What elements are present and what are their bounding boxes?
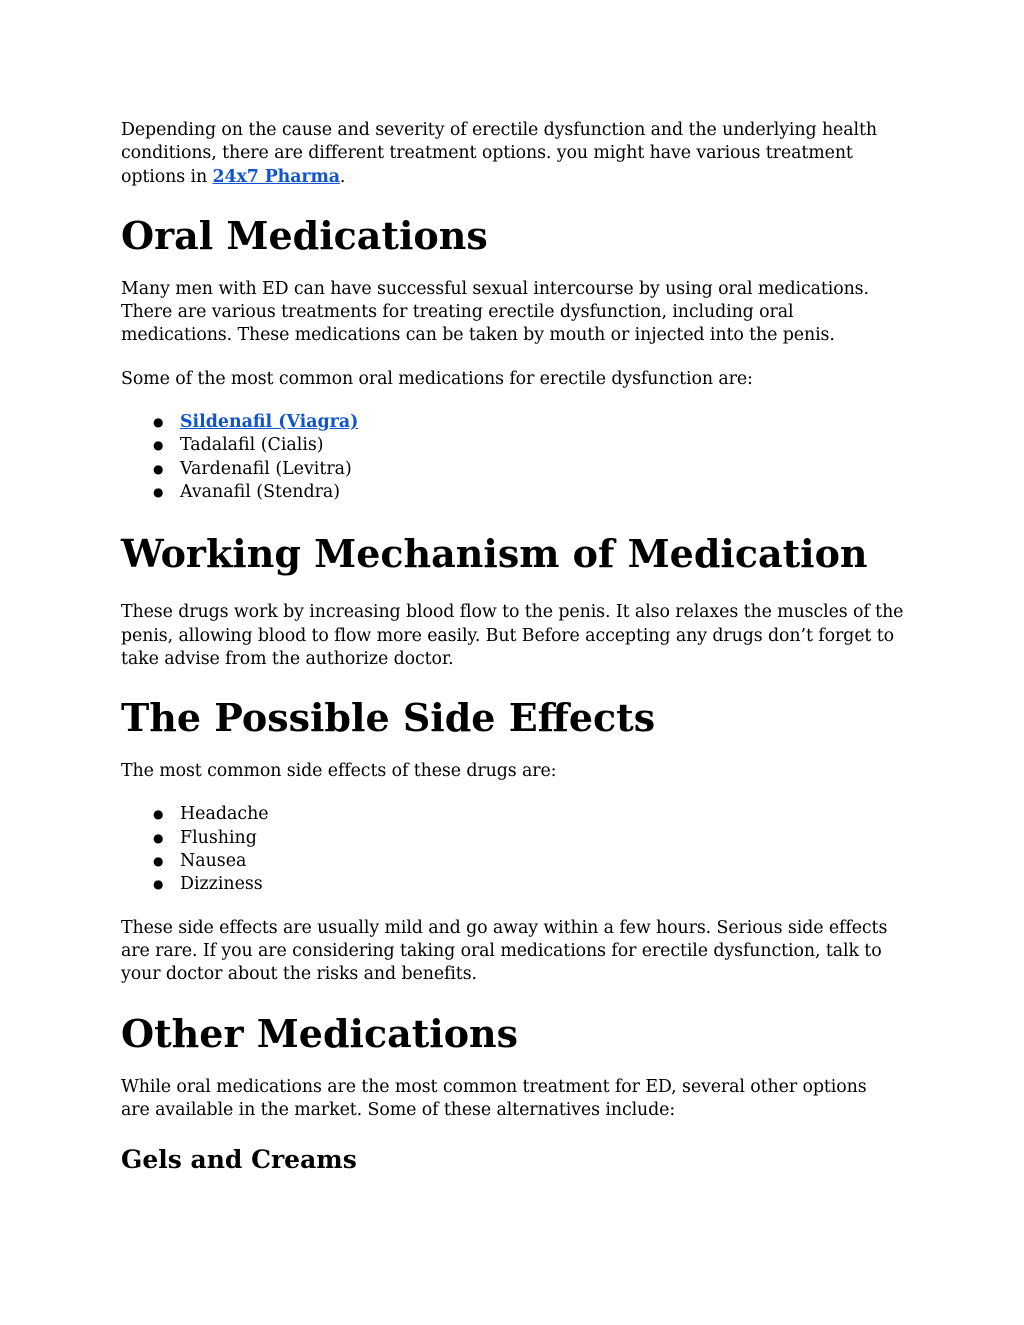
side-effects-list — [121, 803, 921, 896]
oral-paragraph-2: Some of the most common oral medications for erectile dysfunction are: — [121, 368, 753, 389]
heading-oral-medications: Oral Medications — [121, 212, 488, 258]
bullet-icon: ● — [153, 807, 164, 822]
list-item — [121, 411, 921, 434]
list-item-text: Flushing — [180, 827, 257, 848]
side-effects-paragraph-2: These side effects are usually mild and go away within a few hours. Serious side effects are rare. If you are considering taking oral medications for erectile dysfunction, talk to your doctor about the risks and benefits. — [121, 917, 888, 985]
bullet-icon: ● — [153, 484, 164, 499]
list-item-text: Nausea — [180, 851, 247, 872]
oral-paragraph-1: Many men with ED can have successful sexual intercourse by using oral medications. There are various treatments for treating erectile dysfunction, including oral medications. These medications can be taken by mouth or injected into the penis. — [121, 278, 869, 346]
list-item-text: Tadalafil (Cialis) — [180, 435, 324, 456]
list-item-text: Headache — [180, 804, 269, 825]
subheading-gels-and-creams: Gels and Creams — [121, 1145, 357, 1175]
intro-text-end: . — [339, 166, 346, 187]
heading-working-mechanism: Working Mechanism of Medication — [121, 531, 868, 577]
heading-other-medications: Other Medications — [121, 1010, 519, 1056]
list-item — [121, 873, 921, 896]
list-item-text: Dizziness — [180, 874, 263, 895]
list-item-text: Avanafil (Stendra) — [180, 481, 341, 502]
bullet-icon: ● — [153, 854, 164, 869]
document-page — [121, 119, 921, 1175]
list-item — [121, 481, 921, 504]
mechanism-paragraph: These drugs work by increasing blood flow to the penis. It also relaxes the muscles of the penis, allowing blood to flow more easily. But Before accepting any drugs don’t forget to take advise from the authorize doctor. — [121, 602, 904, 669]
bullet-icon: ● — [153, 461, 164, 476]
list-item — [121, 458, 921, 481]
intro-paragraph — [121, 119, 911, 189]
link-sildenafil[interactable]: Sildenafil (Viagra) — [180, 412, 359, 433]
bullet-icon: ● — [153, 877, 164, 892]
list-item-text: Vardenafil (Levitra) — [180, 458, 352, 479]
bullet-icon: ● — [153, 415, 164, 430]
list-item — [121, 803, 921, 826]
bullet-icon: ● — [153, 830, 164, 845]
link-24x7-pharma[interactable]: 24x7 Pharma — [212, 166, 340, 187]
intro-text: Depending on the cause and severity of erectile dysfunction and the underlying health conditions, there are different treatment options. you might have various treatment options in — [121, 120, 877, 187]
list-item — [121, 434, 921, 457]
other-paragraph: While oral medications are the most common treatment for ED, several other options are available in the market. Some of these alternatives include: — [121, 1076, 867, 1120]
list-item — [121, 827, 921, 850]
list-item — [121, 850, 921, 873]
heading-side-effects: The Possible Side Effects — [121, 695, 656, 741]
oral-medications-list — [121, 411, 921, 504]
side-effects-paragraph-1: The most common side effects of these drugs are: — [121, 761, 557, 782]
bullet-icon: ● — [153, 438, 164, 453]
